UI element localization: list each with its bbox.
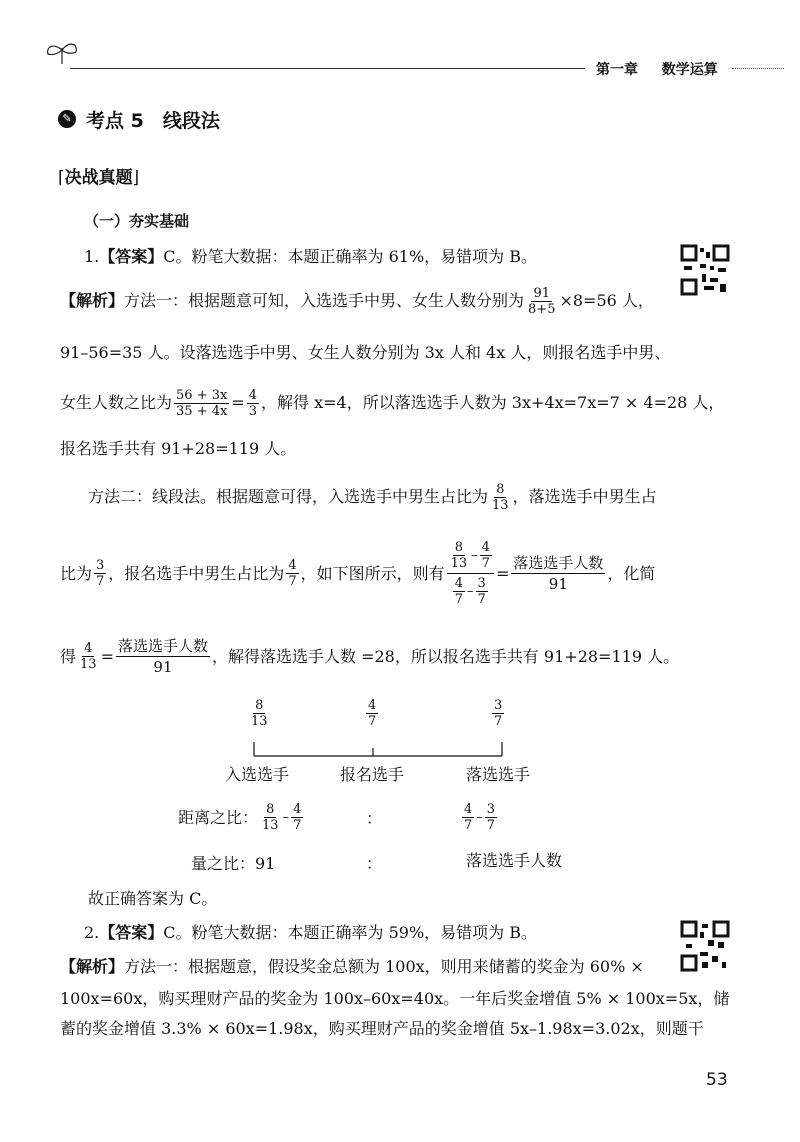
chapter-number: 第一章: [596, 62, 638, 78]
quantity-ratio-label: 量之比：91: [191, 854, 276, 873]
diagram-point-2-fraction: $\frac{4}{7}$: [368, 698, 377, 729]
q1-m1-line2: 91–56=35 人。设落选选手中男、女生人数分别为 3x 人和 4x 人，则报名选手中男、: [60, 343, 671, 362]
quantity-ratio-colon: ：: [366, 854, 383, 873]
q1-conclusion: 故正确答案为 C。: [88, 889, 218, 908]
q1-answer: 1.【答案】C。粉笔大数据：本题正确率为 61%，易错项为 B。: [84, 247, 538, 266]
chapter-title: 数学运算: [661, 62, 718, 78]
compound-fraction: $\frac{8}{13}$ – $\frac{4}{7}$ $\frac{4}{7}$ – $\frac{3}{7}$: [447, 540, 494, 607]
page-number: 53: [706, 1070, 728, 1090]
quantity-ratio-right: 落选选手人数: [466, 851, 563, 870]
q1-m2-line1: 方法二：线段法。根据题意可得，入选选手中男生占比为 $\frac{8}{13}$ ，落选选手中男生占: [88, 482, 657, 513]
q2-line3: 蓄的奖金增值 3.3% × 60x=1.98x，购买理财产品的奖金增值 5x–1.98x=3.02x，则题干: [60, 1019, 704, 1038]
qr-code-2: [680, 920, 730, 972]
distance-ratio-right: $\frac{4}{7}$ – $\frac{3}{7}$: [464, 802, 496, 833]
section-badge-icon: ✎: [58, 110, 76, 128]
q1-m2-line3: 得 $\frac{4}{13}$ = $\frac{\text{落选选手人数}}{91}$ ，解得落选选手人数 =28，所以报名选手共有 91+28=119 人。: [60, 637, 680, 676]
q1-m2-line2: 比为 $\frac{3}{7}$ ，报名选手中男生占比为 $\frac{4}{7}$ ，如下图所示，则有 $\frac{8}{13}$ – $\frac{4}{7}$ $\frac{4}{7}$ – $\frac{3}{7}$ = $\frac{\text{落选选手人数}}{91}$ ，化简: [60, 540, 656, 607]
diagram-point-3-fraction: $\frac{3}{7}$: [494, 698, 503, 729]
diagram-point-2-label: 报名选手: [340, 765, 405, 784]
qr-code-1: [680, 244, 730, 296]
distance-ratio-colon: ：: [366, 809, 383, 828]
header-rule-right: [732, 68, 784, 69]
diagram-point-3-label: 落选选手: [466, 765, 531, 784]
section-title: 考点 5 线段法: [86, 110, 220, 132]
subheading: ⌈决战真题⌋: [58, 168, 140, 188]
q2-line1: 【解析】方法一：根据题意，假设奖金总额为 100x，则用来储蓄的奖金为 60% ×: [60, 957, 644, 976]
q1-m1-line4: 报名选手共有 91+28=119 人。: [60, 439, 297, 458]
header-rule: [70, 68, 585, 69]
leaf-icon: [42, 38, 82, 68]
diagram-point-1-fraction: $\frac{8}{13}$: [251, 698, 268, 729]
diagram-point-1-label: 入选选手: [225, 765, 290, 784]
segment-line: [250, 742, 510, 758]
q2-line2: 100x=60x，购买理财产品的奖金为 100x–60x=40x。一年后奖金增值 5% × 100x=5x，储: [60, 989, 730, 1008]
header-chapter: [596, 59, 718, 79]
distance-ratio-row: 距离之比： $\frac{8}{13}$ – $\frac{4}{7}$: [178, 802, 302, 833]
subsection-title: （一）夯实基础: [84, 212, 190, 230]
q1-m1-line3: 女生人数之比为 $\frac{56 + 3x}{35 + 4x}$ = $\frac{4}{3}$ ，解得 x=4，所以落选选手人数为 3x+4x=7x=7 × 4=28 人，: [60, 388, 725, 419]
q2-answer: 2.【答案】C。粉笔大数据：本题正确率为 59%，易错项为 B。: [84, 923, 538, 942]
q1-m1-line1: 【解析】方法一：根据题意可知，入选选手中男、女生人数分别为 $\frac{91}{8+5}$ ×8=56 人，: [60, 286, 654, 317]
